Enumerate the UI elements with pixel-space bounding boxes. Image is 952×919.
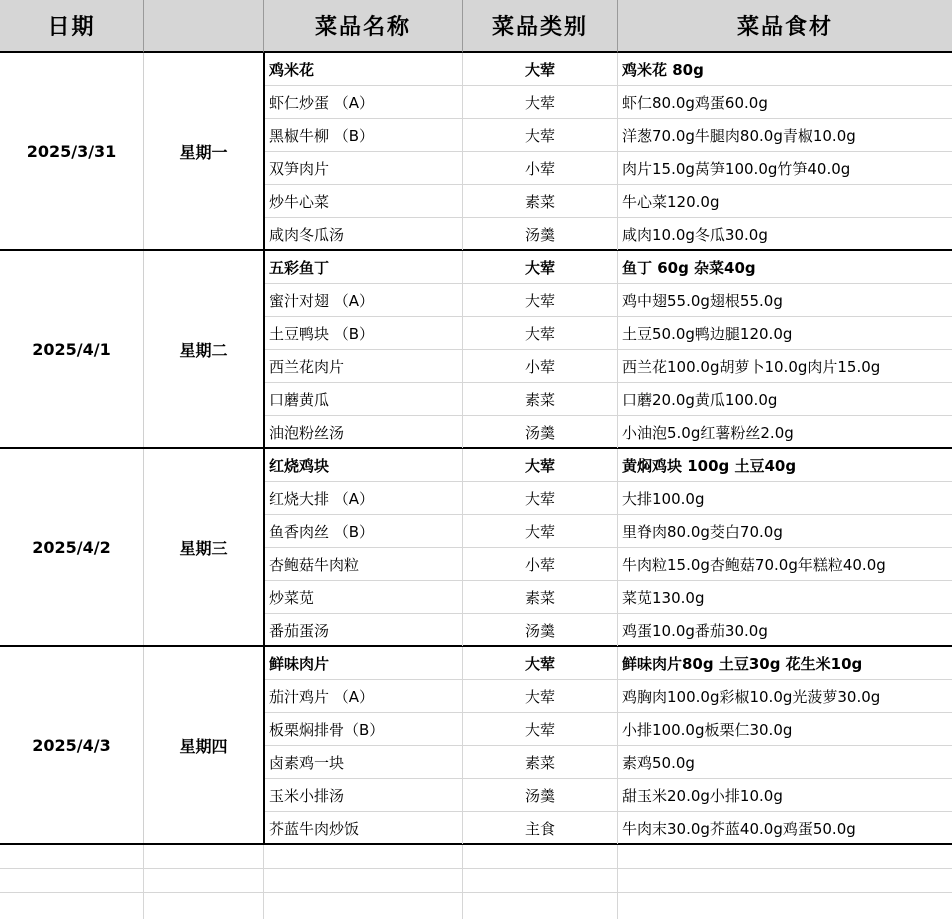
- dish-name-cell[interactable]: 杏鲍菇牛肉粒: [265, 548, 463, 580]
- dish-type-cell[interactable]: 大荤: [463, 86, 618, 118]
- header-weekday[interactable]: [144, 0, 264, 53]
- ingredients-cell[interactable]: 虾仁80.0g鸡蛋60.0g: [622, 93, 768, 112]
- dish-type-cell[interactable]: 大荤: [463, 647, 618, 679]
- table-row: [265, 86, 952, 119]
- weekday-cell[interactable]: 星期四: [144, 647, 265, 843]
- dish-type-cell[interactable]: 大荤: [463, 449, 618, 481]
- dish-name-cell[interactable]: 炒牛心菜: [265, 185, 463, 217]
- dish-name-cell[interactable]: 板栗焖排骨（B）: [265, 713, 463, 745]
- dish-type-cell[interactable]: 汤羹: [463, 218, 618, 250]
- weekday-cell[interactable]: 星期一: [144, 53, 265, 249]
- dish-type-cell[interactable]: 主食: [463, 812, 618, 844]
- empty-cell[interactable]: [144, 845, 264, 868]
- dish-type-cell[interactable]: 大荤: [463, 713, 618, 745]
- ingredients-cell[interactable]: 小油泡5.0g红薯粉丝2.0g: [622, 423, 794, 442]
- dish-type-cell[interactable]: 汤羹: [463, 779, 618, 811]
- dish-name-cell[interactable]: 番茄蛋汤: [265, 614, 463, 646]
- ingredients-cell[interactable]: 鸡中翅55.0g翅根55.0g: [622, 291, 783, 310]
- ingredients-cell[interactable]: 甜玉米20.0g小排10.0g: [622, 786, 783, 805]
- table-row: [265, 251, 952, 284]
- dish-name-cell[interactable]: 虾仁炒蛋 （A）: [265, 86, 463, 118]
- empty-row: [0, 893, 952, 919]
- table-row: [265, 152, 952, 185]
- dish-name-cell[interactable]: 口蘑黄瓜: [265, 383, 463, 415]
- ingredients-cell[interactable]: 牛心菜120.0g: [622, 192, 720, 211]
- weekday-cell[interactable]: 星期二: [144, 251, 265, 447]
- table-row: [265, 449, 952, 482]
- table-row: [265, 812, 952, 845]
- date-cell[interactable]: 2025/4/1: [0, 251, 144, 447]
- dish-type-cell[interactable]: 汤羹: [463, 416, 618, 448]
- dish-name-cell[interactable]: 芥蓝牛肉炒饭: [265, 812, 463, 844]
- ingredients-cell[interactable]: 小排100.0g板栗仁30.0g: [622, 720, 793, 739]
- ingredients-cell[interactable]: 鸡蛋10.0g番茄30.0g: [622, 621, 768, 640]
- empty-cell[interactable]: [0, 845, 144, 868]
- dish-type-cell[interactable]: 素菜: [463, 746, 618, 778]
- dish-name-cell[interactable]: 鲜味肉片: [265, 647, 463, 679]
- ingredients-cell[interactable]: 大排100.0g: [622, 489, 705, 508]
- dish-name-cell[interactable]: 黑椒牛柳 （B）: [265, 119, 463, 151]
- table-row: [265, 53, 952, 86]
- dish-type-cell[interactable]: 大荤: [463, 482, 618, 514]
- header-dish-name[interactable]: 菜品名称: [264, 0, 463, 53]
- dish-type-cell[interactable]: 素菜: [463, 383, 618, 415]
- ingredients-cell[interactable]: 牛肉粒15.0g杏鲍菇70.0g年糕粒40.0g: [622, 555, 886, 574]
- day-group: [0, 449, 952, 647]
- dish-name-cell[interactable]: 红烧大排 （A）: [265, 482, 463, 514]
- ingredients-cell[interactable]: 口蘑20.0g黄瓜100.0g: [622, 390, 778, 409]
- empty-row: [0, 869, 952, 893]
- table-row: [265, 713, 952, 746]
- dish-name-cell[interactable]: 油泡粉丝汤: [265, 416, 463, 448]
- header-dish-type[interactable]: 菜品类别: [463, 0, 618, 53]
- dish-type-cell[interactable]: 素菜: [463, 185, 618, 217]
- date-cell[interactable]: 2025/4/3: [0, 647, 144, 843]
- weekday-cell[interactable]: 星期三: [144, 449, 265, 645]
- ingredients-cell[interactable]: 鸡米花 80g: [622, 60, 704, 79]
- dish-name-cell[interactable]: 咸肉冬瓜汤: [265, 218, 463, 250]
- table-row: [265, 482, 952, 515]
- dish-name-cell[interactable]: 蜜汁对翅 （A）: [265, 284, 463, 316]
- dish-name-cell[interactable]: 土豆鸭块 （B）: [265, 317, 463, 349]
- dish-name-cell[interactable]: 玉米小排汤: [265, 779, 463, 811]
- header-date[interactable]: 日期: [0, 0, 144, 53]
- empty-cell[interactable]: [463, 845, 618, 868]
- empty-cell[interactable]: [144, 893, 264, 919]
- dish-type-cell[interactable]: 素菜: [463, 581, 618, 613]
- empty-cell[interactable]: [463, 893, 618, 919]
- dish-type-cell[interactable]: 大荤: [463, 119, 618, 151]
- empty-cell[interactable]: [264, 869, 463, 892]
- day-group: [0, 53, 952, 251]
- ingredients-cell[interactable]: 鲜味肉片80g 土豆30g 花生米10g: [622, 654, 863, 673]
- header-ingredients[interactable]: 菜品食材: [618, 0, 952, 53]
- dish-name-cell[interactable]: 红烧鸡块: [265, 449, 463, 481]
- dish-type-cell[interactable]: 大荤: [463, 53, 618, 85]
- dish-name-cell[interactable]: 茄汁鸡片 （A）: [265, 680, 463, 712]
- dish-name-cell[interactable]: 鱼香肉丝 （B）: [265, 515, 463, 547]
- dish-type-cell[interactable]: 大荤: [463, 317, 618, 349]
- table-row: [265, 119, 952, 152]
- dish-name-cell[interactable]: 五彩鱼丁: [265, 251, 463, 283]
- dish-type-cell[interactable]: 小荤: [463, 350, 618, 382]
- ingredients-cell[interactable]: 鱼丁 60g 杂菜40g: [622, 258, 756, 277]
- table-row: [265, 284, 952, 317]
- table-row: [265, 647, 952, 680]
- date-cell[interactable]: 2025/4/2: [0, 449, 144, 645]
- dish-type-cell[interactable]: 汤羹: [463, 614, 618, 646]
- ingredients-cell[interactable]: 里脊肉80.0g茭白70.0g: [622, 522, 783, 541]
- ingredients-cell[interactable]: 鸡胸肉100.0g彩椒10.0g光菠萝30.0g: [622, 687, 881, 706]
- dish-name-cell[interactable]: 双笋肉片: [265, 152, 463, 184]
- ingredients-cell[interactable]: 菜苋130.0g: [622, 588, 705, 607]
- table-row: [265, 515, 952, 548]
- ingredients-cell[interactable]: 咸肉10.0g冬瓜30.0g: [622, 225, 768, 244]
- dish-type-cell[interactable]: 小荤: [463, 548, 618, 580]
- dish-name-cell[interactable]: 西兰花肉片: [265, 350, 463, 382]
- dish-name-cell[interactable]: 卤素鸡一块: [265, 746, 463, 778]
- table-row: [265, 746, 952, 779]
- table-row: [265, 383, 952, 416]
- dish-name-cell[interactable]: 炒菜苋: [265, 581, 463, 613]
- dish-type-cell[interactable]: 大荤: [463, 515, 618, 547]
- dish-type-cell[interactable]: 小荤: [463, 152, 618, 184]
- empty-cell[interactable]: [144, 869, 264, 892]
- table-row: [265, 317, 952, 350]
- ingredients-cell[interactable]: 西兰花100.0g胡萝卜10.0g肉片15.0g: [622, 357, 881, 376]
- dish-type-cell[interactable]: 大荤: [463, 680, 618, 712]
- dish-type-cell[interactable]: 大荤: [463, 284, 618, 316]
- table-row: [265, 218, 952, 251]
- day-group: [0, 647, 952, 845]
- table-row: [265, 185, 952, 218]
- empty-cell[interactable]: [264, 893, 463, 919]
- ingredients-cell[interactable]: 土豆50.0g鸭边腿120.0g: [622, 324, 793, 343]
- empty-cell[interactable]: [264, 845, 463, 868]
- table-row: [265, 548, 952, 581]
- table-row: [265, 581, 952, 614]
- table-row: [265, 779, 952, 812]
- table-row: [265, 350, 952, 383]
- dish-name-cell[interactable]: 鸡米花: [265, 53, 463, 85]
- table-row: [265, 416, 952, 449]
- empty-cell[interactable]: [463, 869, 618, 892]
- ingredients-cell[interactable]: 洋葱70.0g牛腿肉80.0g青椒10.0g: [622, 126, 856, 145]
- dish-type-cell[interactable]: 大荤: [463, 251, 618, 283]
- empty-row: [0, 845, 952, 869]
- empty-cell[interactable]: [0, 869, 144, 892]
- ingredients-cell[interactable]: 素鸡50.0g: [622, 753, 695, 772]
- empty-cell[interactable]: [0, 893, 144, 919]
- ingredients-cell[interactable]: 黄焖鸡块 100g 土豆40g: [622, 456, 797, 475]
- ingredients-cell[interactable]: 肉片15.0g莴笋100.0g竹笋40.0g: [622, 159, 851, 178]
- table-row: [265, 614, 952, 647]
- date-cell[interactable]: 2025/3/31: [0, 53, 144, 249]
- ingredients-cell[interactable]: 牛肉末30.0g芥蓝40.0g鸡蛋50.0g: [622, 819, 856, 838]
- day-group: [0, 251, 952, 449]
- table-row: [265, 680, 952, 713]
